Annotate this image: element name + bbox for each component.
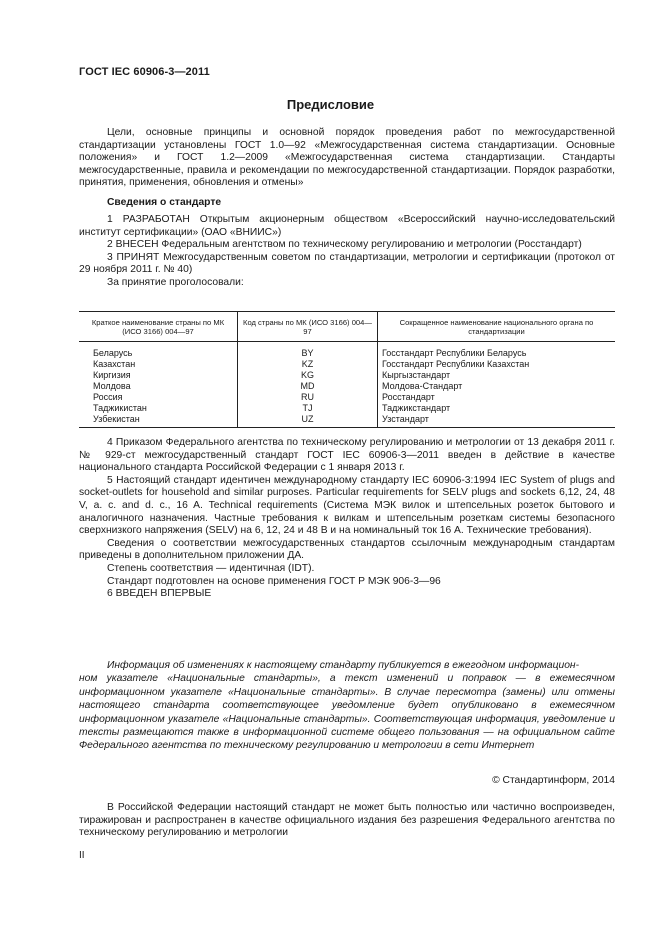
standard-header: ГОСТ IEC 60906-3—2011 [79, 66, 210, 78]
reproduction-note-text: В Российской Федерации настоящий стандарт не может быть полностью или частично воспроизведен, тиражирован и распространен в качестве официального издания без разрешения Федерального агентства по техническому регулированию и метрологии [79, 802, 615, 839]
voting-table [79, 311, 615, 428]
country-code: MD [238, 381, 378, 392]
country-code: KG [238, 370, 378, 381]
country-name: Таджикистан [93, 403, 147, 413]
item-first-introduced: 6 ВВЕДЕН ВПЕРВЫЕ [107, 588, 212, 600]
country-name: Беларусь [93, 348, 133, 358]
table-header-body: Сокращенное наименование национального органа по стандартизации [378, 312, 616, 342]
country-name: Россия [93, 392, 123, 402]
table-header-row [79, 312, 615, 342]
item-annex-note: Сведения о соответствии межгосударственных стандартов ссылочным международным стандартам приведены в дополнительном приложении ДА. [79, 537, 615, 562]
amendments-info [79, 659, 615, 753]
table-row [79, 392, 615, 403]
table-row [79, 342, 615, 360]
item-developed: 1 РАЗРАБОТАН Открытым акционерным обществом «Всероссийский научно-исследовательский институт сертификации» (ОАО «ВНИИС») [79, 214, 615, 238]
item-adopted: 3 ПРИНЯТ Межгосударственным советом по стандартизации, метрологии и сертификации (протокол от 29 ноября 2011 г. № 40) [79, 251, 615, 276]
country-name: Киргизия [93, 370, 131, 380]
intro-paragraph: Цели, основные принципы и основной порядок проведения работ по межгосударственной стандартизации установлены ГОСТ 1.0—92 «Межгосударственная система стандартизации. Основные положения» и ГОСТ 1.2—2009 «Межгосударственная система стандартизации. Стандарты межгосударственные, правила и рекомендации по межгосударственной стандартизации. Порядок разработки, принятия, применения, обновления и отмены» [79, 127, 615, 189]
country-name: Казахстан [93, 359, 136, 369]
country-name: Узбекистан [79, 414, 238, 428]
country-code: UZ [238, 414, 378, 428]
table-row [79, 403, 615, 414]
item-identical: 5 Настоящий стандарт идентичен международному стандарту IEC 60906-3:1994 IEC System of plugs and socket-outlets for household and similar purposes. Particular requirements for SELV plugs and sockets 6,12, 24, 48 V, a. c. and d. c., 16 A. Technical requirements (Система МЭК вилок и штепсельных розеток бытового и аналогичного назначения. Частные требования к вилкам и штепсельным розеткам системы безопасного сверхнизкого напряжения (SELV) на 6, 12, 24 и 48 В и на номинальный ток 16 А. Технические требования). [79, 474, 615, 537]
country-code: KZ [238, 359, 378, 370]
item-order: 4 Приказом Федерального агентства по техническому регулированию и метрологии от 13 декабря 2011 г. № 929-ст межгосударственный стандарт ГОСТ IEC 60906-3—2011 введен в действие в качестве национального стандарта Российской Федерации с 1 января 2013 г. [79, 437, 615, 474]
reproduction-note [79, 802, 615, 840]
standards-body: Таджикстандарт [378, 403, 616, 414]
standards-body: Госстандарт Республики Беларусь [378, 342, 616, 360]
copyright: © Стандартинформ, 2014 [492, 775, 615, 786]
items-bottom [79, 437, 615, 601]
page-title: Предисловие [286, 97, 375, 112]
section-title: Сведения о стандарте [107, 197, 222, 208]
intro-block [79, 127, 615, 190]
info-continuation: ном указателе «Национальные стандарты», а текст изменений и поправок — в ежемесячном информационном указателе «Национальные стандарты». В случае пересмотра (замены) или отмены настоящего стандарта соответствующее уведомление будет опубликовано в ежемесячном информационном указателе «Национальные стандарты». Соответствующая информация, уведомление и тексты размещаются также в информационной системе общего пользования — на официальном сайте Федерального агентства по техническому регулированию и метрологии в сети Интернет [79, 673, 615, 752]
table-header-country: Краткое наименование страны по МК (ИСО 3166) 004—97 [79, 312, 238, 342]
table-row [79, 414, 615, 428]
standards-body: Узстандарт [378, 414, 616, 428]
item-conformity: Степень соответствия — идентичная (IDT). [107, 562, 315, 574]
item-prepared: Стандарт подготовлен на основе применения ГОСТ Р МЭК 906-3—96 [107, 575, 441, 587]
table-header-code: Код страны по МК (ИСО 3166) 004—97 [238, 312, 378, 342]
info-first-line: Информация об изменениях к настоящему стандарту публикуется в ежегодном информацион- [107, 660, 580, 671]
standards-body: Госстандарт Республики Казахстан [378, 359, 616, 370]
table-row [79, 359, 615, 370]
country-code: BY [238, 342, 378, 360]
table-row [79, 370, 615, 381]
country-code: RU [238, 392, 378, 403]
items-top [79, 214, 615, 290]
country-code: TJ [238, 403, 378, 414]
item-introduced: 2 ВНЕСЕН Федеральным агентством по техническому регулированию и метрологии (Росстандарт) [107, 239, 582, 251]
country-name: Молдова [93, 381, 131, 391]
standards-body: Кыргызстандарт [378, 370, 616, 381]
page-number: II [79, 850, 85, 861]
standards-body: Росстандарт [378, 392, 616, 403]
voted-label: За принятие проголосовали: [107, 276, 244, 288]
standards-body: Молдова-Стандарт [378, 381, 616, 392]
table-row [79, 381, 615, 392]
